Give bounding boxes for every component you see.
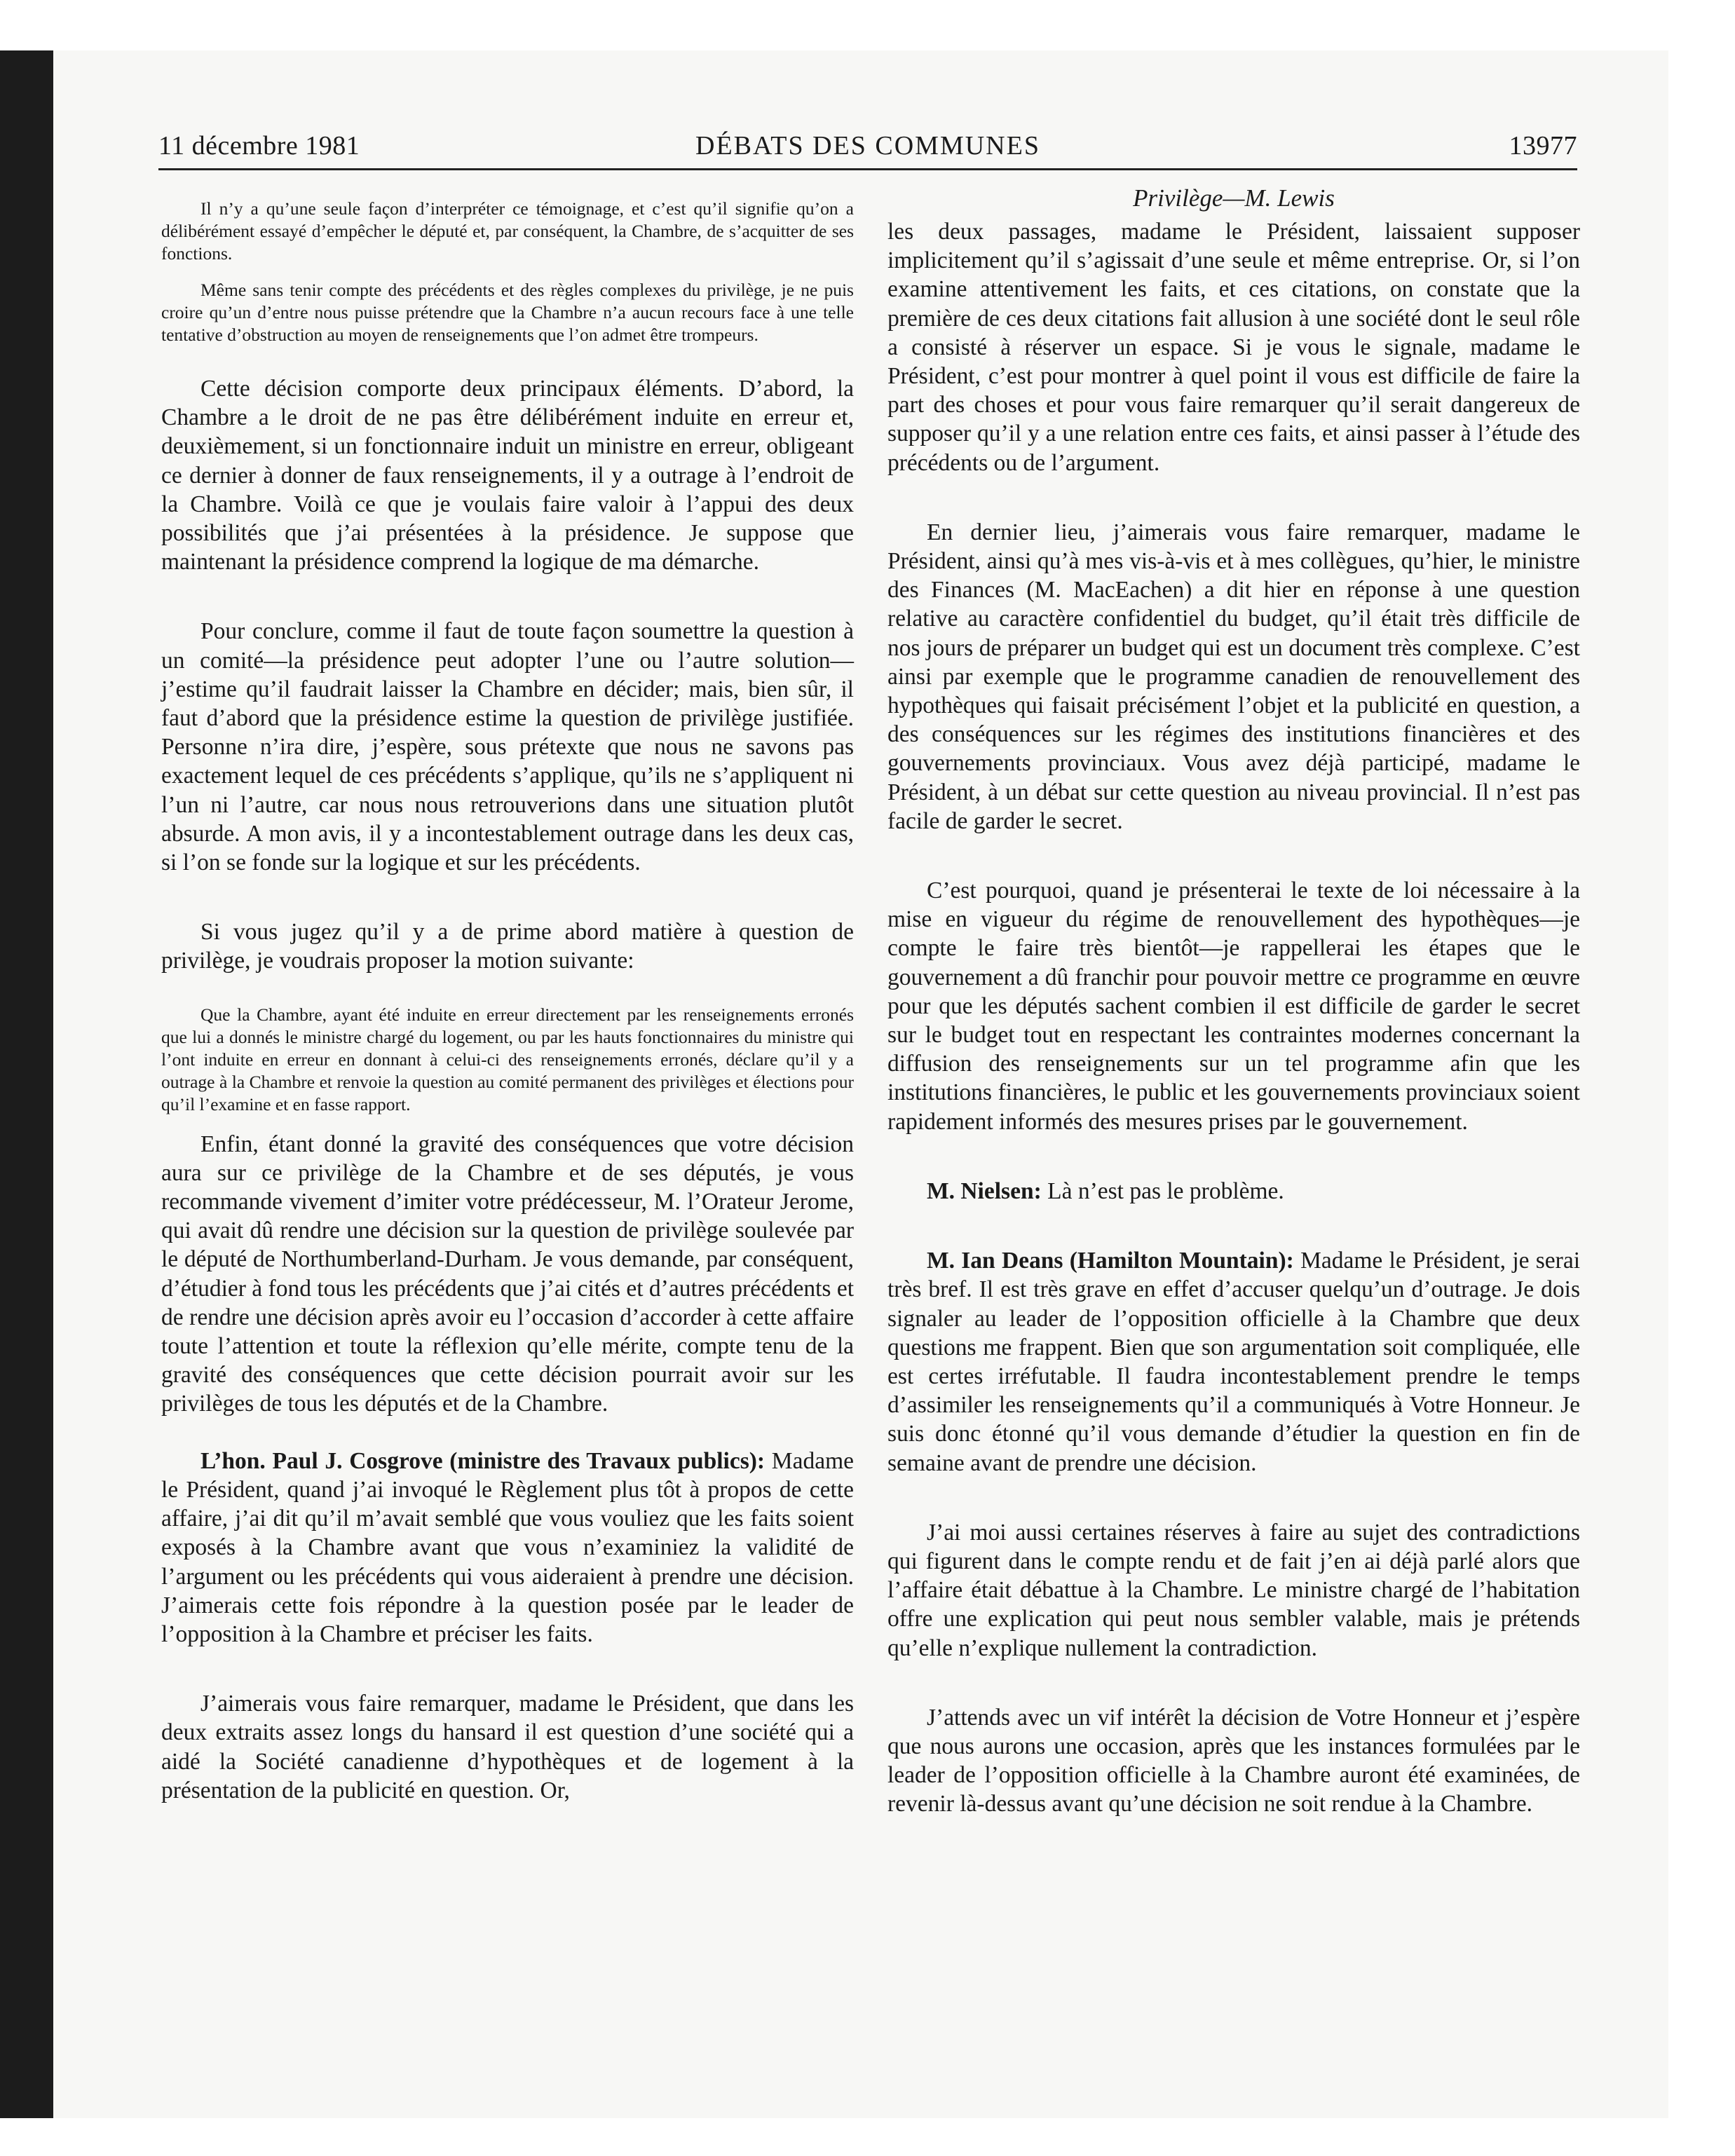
header-page-number: 13977 [1509,131,1577,161]
speaker-paragraph [161,1447,854,1649]
paragraph: J’attends avec un vif intérêt la décision de Votre Honneur et j’espère que nous aurons une occasion, après que les instances formulées par le leader de l’opposition officielle à la Chambre auront été examinées, de revenir là-dessus avant qu’une décision ne soit rendue à la Chambre. [887,1704,1580,1817]
paragraph: Cette décision comporte deux principaux éléments. D’abord, la Chambre a le droit de ne pas être délibérément induite en erreur et, deuxièmement, si un fonctionnaire induit un ministre en erreur, obligeant ce dernier à donner de faux renseignements, il y a outrage à l’endroit de la Chambre. Voilà ce que je voulais faire valoir à l’appui des deux possibilités que j’ai présentées à la présidence. Je suppose que maintenant la présidence comprend la logique de ma démarche. [161,376,854,575]
right-column [887,184,1580,1819]
speaker-name: L’hon. Paul J. Cosgrove (ministre des Travaux publics): [200,1447,766,1474]
paragraph: En dernier lieu, j’aimerais vous faire remarquer, madame le Président, ainsi qu’à mes vis-à-vis et à mes collègues, qu’hier, le ministre des Finances (M. MacEachen) a dit hier en réponse à une question relative au caractère confidentiel du budget, qu’il était très difficile de nos jours de préparer un budget qui est un document très complexe. C’est ainsi par exemple que le programme canadien de renouvellement des hypothèques qui faisait précisément l’objet et la publicité en question, a des conséquences sur les régimes des institutions financières et des gouvernements provinciaux. Vous avez déjà participé, madame le Président, à un débat sur cette question au niveau provincial. Il n’est pas facile de garder le secret. [887,519,1580,834]
paragraph: les deux passages, madame le Président, laissaient supposer implicitement qu’il s’agissait d’une seule et même entreprise. Or, si l’on examine attentivement les faits, et ces citations, on constate que la première de ces deux citations fait allusion à une société dont le seul rôle a consisté à réserver un espace. Si je vous le signale, madame le Président, c’est pour montrer à quel point il vous est difficile de faire la part des choses et pour vous faire remarquer qu’il serait dangereux de supposer qu’il y a une relation entre ces faits, et ainsi passer à l’étude des précédents ou de l’argument. [887,219,1580,476]
paragraph: C’est pourquoi, quand je présenterai le texte de loi nécessaire à la mise en vigueur du régime de renouvellement des hypothèques—je compte le faire très bientôt—je rappellerai les étapes que le gouvernement a dû franchir pour pouvoir mettre ce programme en œuvre pour que les députés sachent combien il est difficile de garder le secret sur le budget tout en respectant les contraintes modernes concernant la diffusion des renseignements sur un tel programme afin que les institutions financières, le public et les gouvernements provinciaux soient rapidement informés des mesures prises par le gouvernement. [887,878,1580,1135]
running-head: Privilège—M. Lewis [1133,184,1335,212]
header-date: 11 décembre 1981 [158,131,360,161]
speaker-name: M. Ian Deans (Hamilton Mountain): [927,1248,1294,1274]
header-rule [158,168,1577,170]
paragraph: J’aimerais vous faire remarquer, madame le Président, que dans les deux extraits assez longs du hansard il est question d’une société qui a aidé la Société canadienne d’hypothèques et de logement à la présentation de la publicité en question. Or, [161,1691,854,1803]
page-header [158,130,1577,170]
header-publication-title: DÉBATS DES COMMUNES [695,131,1040,161]
paragraph: Enfin, étant donné la gravité des conséquences que votre décision aura sur ce privilège de la Chambre et de ses députés, je vous recommande vivement d’imiter votre prédécesseur, M. l’Orateur Jerome, qui avait dû rendre une décision sur la question de privilège soulevée par le député de Northumberland-Durham. Je vous demande, par conséquent, d’étudier à fond tous les précédents que j’ai cités et d’autres précédents et de rendre une décision après avoir eu l’occasion d’accorder à cette affaire toute l’attention et toute la réflexion qu’elle mérite, compte tenu de la gravité des conséquences que cette décision pourrait avoir sur les privilèges de tous les députés et de la Chambre. [161,1131,854,1417]
scan-left-edge [0,50,53,2118]
quoted-text-1: Il n’y a qu’une seule façon d’interpréter ce témoignage, et c’est qu’il signifie qu’on a délibérément essayé d’empêcher le député et, par conséquent, la Chambre, de s’acquitter de ses fonctions. [161,198,854,264]
left-column [161,184,854,1805]
motion-text: Que la Chambre, ayant été induite en erreur directement par les renseignements erronés que lui a donnés le ministre chargé du logement, ou par les hauts fonctionnaires du ministre qui l’ont induite en erreur en donnant à celui-ci des renseignements erronés, déclare qu’il y a outrage à la Chambre et renvoie la question au comité permanent des privilèges et élections pour qu’il l’examine et en fasse rapport. [161,1004,854,1114]
speaker-paragraph [887,1177,1580,1206]
paragraph: Si vous jugez qu’il y a de prime abord matière à question de privilège, je voudrais proposer la motion suivante: [161,919,854,974]
paragraph: J’ai moi aussi certaines réserves à faire au sujet des contradictions qui figurent dans le compte rendu et de fait j’en ai déjà parlé alors que l’affaire était débattue à la Chambre. Le ministre chargé de l’habitation offre une explication qui peut nous sembler valable, mais je prétends qu’elle n’explique nullement la contradiction. [887,1519,1580,1661]
speech-text: Là n’est pas le problème. [1047,1178,1284,1204]
speech-text: Madame le Président, je serai très bref. Il est très grave en effet d’accuser quelqu’un d’outrage. Je dois signaler au leader de l’opposition officielle à la Chambre que deux questions me frappent. Bien que son argumentation soit compliquée, elle est certes irréfutable. Il faudra incontestablement prendre le temps d’assimiler les renseignements qu’il a communiqués à Votre Honneur. Je suis donc étonné qu’il vous demande d’étudier la question en fin de semaine avant de prendre une décision. [887,1248,1581,1476]
paragraph: Pour conclure, comme il faut de toute façon soumettre la question à un comité—la présidence peut adopter l’une ou l’autre solution—j’estime qu’il faudrait laisser la Chambre en décider; mais, bien sûr, il faut d’abord que la présidence estime la question de privilège justifiée. Personne n’ira dire, j’espère, sous prétexte que nous ne savons pas exactement lequel de ces précédents s’applique, qu’ils ne s’appliquent ni l’un ni l’autre, car nous nous retrouverions dans une situation plutôt absurde. A mon avis, il y a incontestablement outrage dans les deux cas, si l’on se fonde sur la logique et sur les précédents. [161,618,854,876]
speaker-name: M. Nielsen: [927,1178,1042,1204]
scan-top-margin [0,0,1735,50]
speech-text: Madame le Président, quand j’ai invoqué le Règlement plus tôt à propos de cette affaire, j’ai dit qu’il m’avait semblé que vous vouliez que les faits soient exposés à la Chambre avant que vous n’examiniez la validité de l’argument ou les précédents qui vous aideraient à prendre une décision. J’aimerais cette fois répondre à la question posée par le leader de l’opposition à la Chambre et préciser les faits. [161,1447,854,1647]
speaker-paragraph [887,1246,1580,1478]
quoted-text-2: Même sans tenir compte des précédents et des règles complexes du privilège, je ne puis croire qu’un d’entre nous puisse prétendre que la Chambre n’a aucun recours face à une telle tentative d’obstruction au moyen de renseignements que l’on admet être trompeurs. [161,280,854,345]
